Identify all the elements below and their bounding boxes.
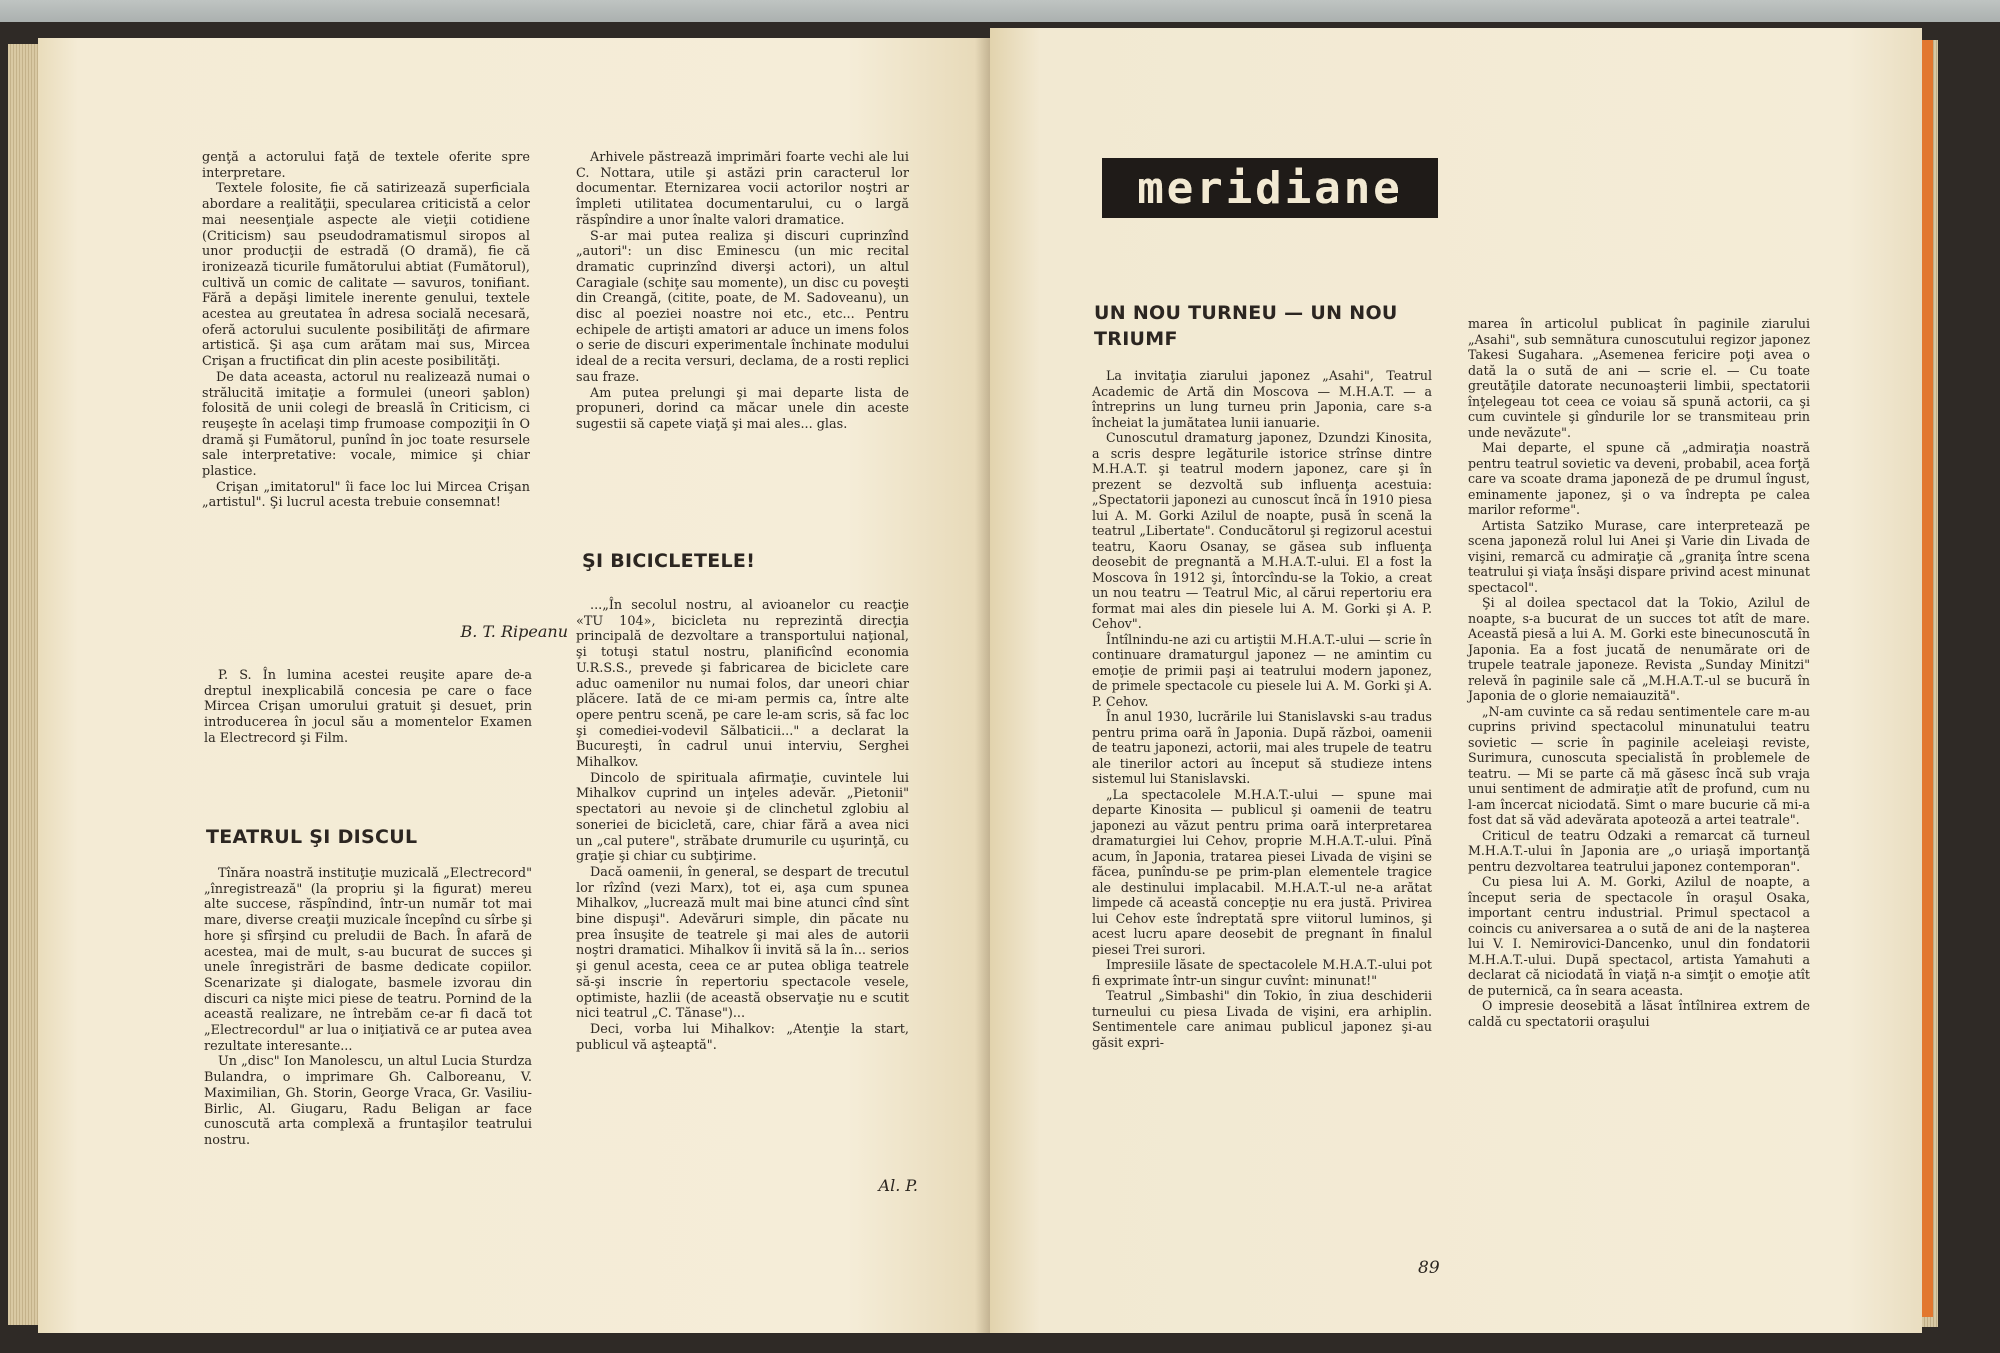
paragraph: Dacă oamenii, în general, se despart de trecutul lor rîzînd (vezi Marx), tot ei, aşa cum spunea Mihalkov, „lucrează mult mai bine atunci cînd sînt bine dispuşi". Adevăruri simple, din păcate nu prea însuşite de teatrele şi mai ales de autorii noştri dramatici. Mihalkov îi invită să la în... serios şi genul acesta, ceea ce ar putea obliga teatrele să-şi inscrie în repertoriu spectacole vesele, optimiste, hazlii (de această observaţie nu e scutit nici teatrul „C. Tănase")... [576, 864, 909, 1022]
heading-si-bicicletele: ŞI BICICLETELE! [582, 550, 756, 572]
left-page [38, 38, 990, 1333]
paragraph: Teatrul „Simbashi" din Tokio, în ziua deschiderii turneului cu piesa Livada de vişini, era arhiplin. Sentimentele care animau publicul japonez şi-au găsit expri- [1092, 988, 1432, 1050]
page-number: 89 [1418, 1258, 1440, 1278]
paragraph: Cu piesa lui A. M. Gorki, Azilul de noapte, a început seria de spectacole în oraşul Osaka, important centru industrial. Primul spectacol a coincis cu aniversarea a o sută de ani de la naşterea lui V. I. Nemirovici-Dancenko, unul din fondatorii M.H.A.T.-ului. După spectacol, artista Yamahuti a declarat că niciodată în viaţă n-a simţit o emoţie atît de puternică, ca în seara aceasta. [1468, 874, 1810, 998]
signature-al-p: Al. P. [878, 1176, 918, 1195]
meridiane-masthead [1102, 158, 1438, 218]
left-page-edges [8, 44, 38, 1325]
paragraph: P. S. În lumina acestei reuşite apare de-a dreptul inexplicabilă concesia pe care o face Mircea Crişan umorului gratuit şi desuet, prin introducerea în jocul său a momentelor Examen la Electrecord şi Film. [204, 668, 532, 746]
paragraph: Crişan „imitatorul" îi face loc lui Mircea Crişan „artistul". Şi lucrul acesta trebuie consemnat! [202, 479, 530, 511]
paragraph: Dincolo de spiritualа afirmaţie, cuvintele lui Mihalkov cuprind un inţeles adevăr. „Pietonii" spectatori au nevoie şi de clinchetul zglobiu al soneriei de bicicletă, care, chiar fără a avea nici un „cal putere", străbate drumurile cu uşurinţă, cu graţie şi chiar cu subţirime. [576, 770, 909, 865]
paragraph: Mai departe, el spune că „admiraţia noastră pentru teatrul sovietic va deveni, probabil, acea forţă care va scoate drama japoneză de pe drumul îngust, eminamente japonez, şi o va îndrepta pe calea marilor reforme". [1468, 440, 1810, 517]
paragraph: Şi al doilea spectacol dat la Tokio, Azilul de noapte, s-a bucurat de un succes tot atît de mare. Această piesă a lui A. M. Gorki este binecunoscută în Japonia. Ea a fost jucată de nenumărate ori de trupele teatrale japoneze. Revista „Sunday Minitzi" relevă în paginile sale că „M.H.A.T.-ul se bucură în Japonia de o glorie nemaiauzită". [1468, 595, 1810, 703]
right-column-1 [1092, 368, 1432, 1050]
paragraph: Un „disc" Ion Manolescu, un altul Lucia Sturdza Bulandra, o imprimare Gh. Calboreanu, V. Maximilian, Gh. Storin, George Vraca, Gr. Vasiliu-Birlic, Al. Giugaru, Radu Beligan ar face cunoscută arta complexă a fruntaşilor teatrului nostru. [204, 1054, 532, 1148]
paragraph: „N-am cuvinte ca să redau sentimentele care m-au cuprins privind spectacolul minunatului teatru sovietic — scrie în paginile aceleiaşi reviste, Surimura, cunoscuta specialistă în problemele de teatru. — Mi se parte că mă găsesc încă sub vraja unui sentiment de admiraţie atît de profund, cum nu l-am încercat niciodată. Simt o mare bucurie că mi-a fost dat să văd adevărata apoteoză a artei teatrale". [1468, 703, 1810, 827]
paragraph: „La spectacolele M.H.A.T.-ului — spune mai departe Kinosita — publicul şi oamenii de teatru japonezi au văzut pentru prima oară interpretarea dramaturgiei lui Cehov, proprie M.H.A.T.-ului. Pînă acum, în Japonia, tratarea piesei Livada de vişini se făcea, punîndu-se pe prim-plan elementele tragice ale destinului implacabil. M.H.A.T.-ul ne-a arătat limpede că această concepţie nu era justă. Privirea lui Cehov este îndreptată spre viitorul luminos, şi acest lucru apare deosebit de pregnant în finalul piesei Trei surori. [1092, 786, 1432, 957]
paragraph: La invitaţia ziarului japonez „Asahi", Teatrul Academic de Artă din Moscova — M.H.A.T. — a întreprins un lung turneu prin Japonia, care s-a încheiat la jumătatea lunii ianuarie. [1092, 368, 1432, 430]
paragraph: În anul 1930, lucrările lui Stanislavski s-au tradus pentru prima oară în Japonia. După război, oamenii de teatru japonezi, actorii, mai ales trupele de teatru ale tinerilor actori au început să studieze intens sistemul lui Stanislavski. [1092, 709, 1432, 786]
postscript [204, 668, 532, 747]
teatrul-column [204, 866, 532, 1149]
paragraph: Impresiile lăsate de spectacolele M.H.A.T.-ului pot fi exprimate într-un singur cuvînt: minunat!" [1092, 957, 1432, 988]
masthead-title: meridiane [1137, 162, 1403, 214]
paragraph: Întîlnindu-ne azi cu artiştii M.H.A.T.-ului — scrie în continuare dramaturgul japonez — ne amintim cu emoţie de primii paşi ai teatrului modern japonez, de primele spectacole cu piesele lui A. M. Gorki şi A. P. Cehov. [1092, 631, 1432, 709]
paragraph: S-ar mai putea realiza şi discuri cuprinzînd „autori": un disc Eminescu (un mic recital dramatic cuprinzînd diverşi actori), un altul Caragiale (schiţe sau momente), un disc cu poveşti din Creangă, (citite, poate, de M. Sadoveanu), un disc al poeziei noastre noi etc., etc... Pentru echipele de artişti amatori ar aduce un imens folos o serie de discuri experimentale închinate modului ideal de a recita versuri, declama, de a rosti replici sau fraze. [576, 228, 909, 385]
biciclete-column [576, 598, 909, 1053]
paragraph: genţă a actorului faţă de textele oferite spre interpretare. [202, 150, 530, 181]
paragraph: Criticul de teatru Odzaki a remarcat că turneul M.H.A.T.-ului în Japonia are „o uriaşă importanţă pentru dezvoltarea teatrului japonez contemporan". [1468, 827, 1810, 874]
paragraph: Deci, vorba lui Mihalkov: „Atenţie la start, publicul vă aşteaptă". [576, 1021, 909, 1053]
right-column-2 [1468, 316, 1810, 1029]
paragraph: ...„În secolul nostru, al avioanelor cu reacţie «TU 104», bicicleta nu reprezintă direcţia principală de dezvoltare a transportului naţional, şi totuşi statul nostru, planificînd economia U.R.S.S., prevede şi fabricarea de biciclete care aduc oamenilor nu numai folos, dar uneori chiar plăcere. Iată de ce mi-am permis ca, între alte opere pentru scenă, pe care le-am scris, să fac loc şi comediei-vodevil Sălbaticii..." a declarat la Bucureşti, în cadrul unui interviu, Serghei Mihalkov. [576, 598, 909, 771]
left-column-1 [202, 150, 530, 511]
paragraph: Tînăra noastră instituţie muzicală „Electrecord" „înregistrează" (la propriu şi la figurat) mereu alte succese, răspîndind, într-un număr tot mai mare, diverse creaţii muzicale începînd cu sîrbe şi hore şi sfîrşind cu preludii de Bach. În afară de acestea, mai de mult, s-au bucurat de succes şi unele înregistrări de basme dedicate copiilor. Scenarizate şi dialogate, basmele izvorau din discuri ca nişte mici piese de teatru. Pornind de la această realizare, ne întrebăm ce-ar fi dacă tot „Electrecordul" ar lua o iniţiativă ce ar putea avea rezultate interesante... [204, 866, 532, 1054]
paragraph: Cunoscutul dramaturg japonez, Dzundzi Kinosita, a scris despre legăturile istorice strînse dintre M.H.A.T. şi teatrul modern japonez, care şi în prezent se dezvoltă sub influenţa acestuia: „Spectatorii japonezi au cunoscut încă în 1910 piesa lui A. M. Gorki Azilul de noapte, pusă în scenă la teatrul „Libertate". Conducătorul şi regizorul acestui teatru, Kaoru Osanay, se găsea sub influenţa deosebit de pregnantă a M.H.A.T.-ului. El a fost la Moscova în 1912 şi, întorcîndu-se la Tokio, a creat un nou teatru — Teatrul Mic, al cărui repertoriu era format mai ales din piesele lui A. M. Gorki şi A. P. Cehov". [1092, 430, 1432, 631]
heading-teatrul-si-discul: TEATRUL ŞI DISCUL [206, 826, 418, 848]
paragraph: marea în articolul publicat în paginile ziarului „Asahi", sub semnătura cunoscutului regizor japonez Takesi Sugahara. „Asemenea fericire poţi avea o dată la o sută de ani — scrie el. — Cu toate greutăţile datorate necunoaşterii limbii, spectatorii înţelegeau tot ceea ce voiau să spună actorii, ca şi cum cuvintele şi gîndurile lor se transmiteau prin unde nevăzute". [1468, 316, 1810, 440]
paragraph: O impresie deosebită a lăsat întîlnirea extrem de caldă cu spectatorii oraşului [1468, 998, 1810, 1029]
heading-un-nou-turneu: UN NOU TURNEU — UN NOU TRIUMF [1094, 302, 1398, 350]
paragraph: Artista Satziko Murase, care interpretează pe scena japoneză rolul lui Anei şi Varie din Livada de vişini, remarcă cu admiraţie că „graniţa între scena teatrului şi viaţa însăşi dispare privind acest minunat spectacol". [1468, 517, 1810, 595]
left-column-2 [576, 150, 909, 433]
paragraph: Textele folosite, fie că satirizează superficiala abordare a realităţii, specularea criticistă a celor mai neesenţiale aspecte ale vieţii cotidiene (Criticism) sau pseudodramatismul siropos al unor producţii de estradă (O dramă), fie că ironizează ticurile fumătorului abtiat (Fumătorul), cultivă un comic de calitate — savuros, tonifiant. Fără a depăşi limitele inerente genului, textele acestea au greutatea în adresa socială necesară, oferă actorului suculente posibilităţi de afirmare artistică. Şi aşa cum arătam mai sus, Mircea Crişan a fructificat din plin aceste posibilităţi. [202, 181, 530, 370]
paragraph: De data aceasta, actorul nu realizează numai o strălucită imitaţie a formulei (uneori şablon) folosită de unii colegi de breaslă în Criticism, ci reuşeşte în acelaşi timp frumoase compoziţii în O dramă şi Fumătorul, punînd în joc toate resursele sale interpretative: vocale, mimice şi chiar plastice. [202, 369, 530, 480]
paragraph: Arhivele păstrează imprimări foarte vechi ale lui C. Nottara, utile şi astăzi prin caracterul lor documentar. Eternizarea vocii actorilor noştri ar împleti utilitatea documentarului, cu o largă răspîndire a unor înalte valori dramatice. [576, 150, 909, 228]
right-page [990, 28, 1922, 1333]
signature-ripeanu: B. T. Ripeanu [460, 622, 568, 641]
paragraph: Am putea prelungi şi mai departe lista de propuneri, dorind ca măcar unele din aceste sugestii să capete viaţă şi mai ales... glas. [576, 385, 909, 432]
